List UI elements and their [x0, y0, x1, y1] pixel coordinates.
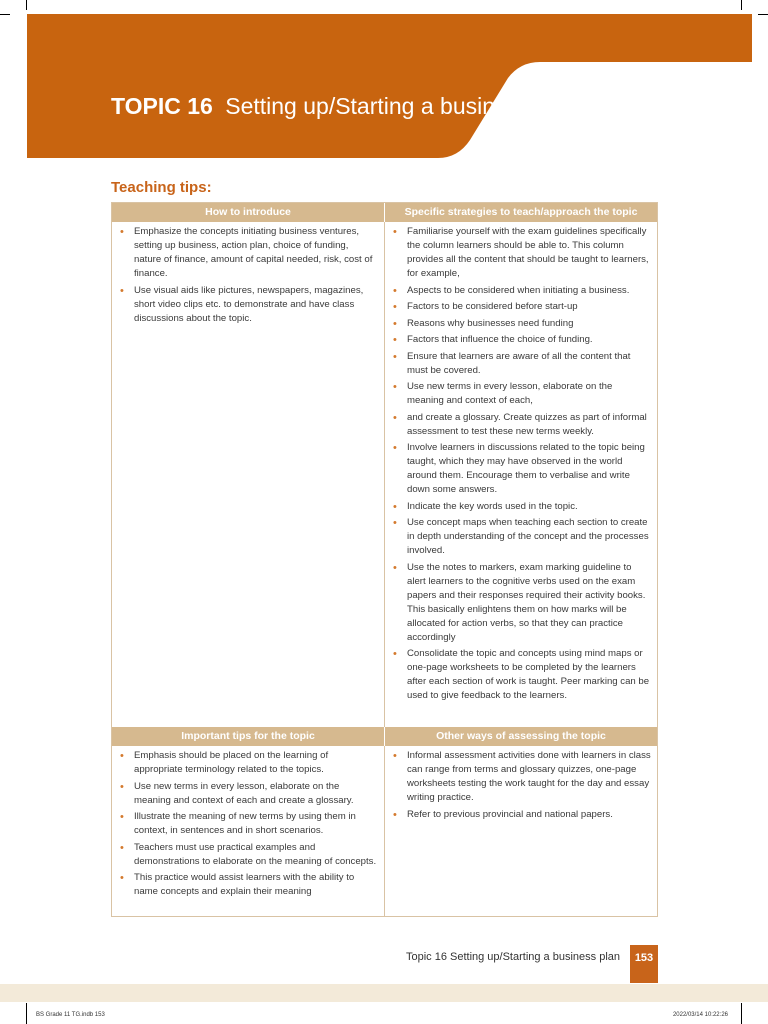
- page-number: 153: [630, 945, 658, 983]
- crop-mark: [741, 1003, 742, 1024]
- important-tips-list: [118, 749, 378, 899]
- list-item: • Use visual aids like pictures, newspapers, magazines, short video clips etc. to demonstrate and have class discussions about the topic.: [118, 284, 378, 326]
- list-item: • Factors that influence the choice of funding.: [391, 333, 651, 347]
- list-item: • Illustrate the meaning of new terms by using them in context, in sentences and in short scenarios.: [118, 810, 378, 838]
- list-item: • Aspects to be considered when initiating a business.: [391, 284, 651, 298]
- print-slug-file: BS Grade 11 TG.indb 153: [36, 1012, 105, 1018]
- crop-mark: [0, 14, 10, 15]
- list-item: • and create a glossary. Create quizzes as part of informal assessment to test these new terms weekly.: [391, 411, 651, 439]
- table-header-row: [112, 727, 657, 746]
- list-item: • Informal assessment activities done with learners in class can range from terms and glossary quizzes, one-page worksheets testing the work taught for the day and essay writing practice.: [391, 749, 651, 805]
- specific-strategies-cell: [385, 222, 657, 727]
- topic-title-text: Setting up/Starting a business plan: [225, 93, 581, 119]
- section-heading: Teaching tips:: [111, 179, 212, 196]
- list-item: • Use new terms in every lesson, elaborate on the meaning and context of each,: [391, 380, 651, 408]
- specific-strategies-list: [391, 225, 651, 703]
- topic-title: [111, 92, 671, 121]
- list-item: • Emphasize the concepts initiating business ventures, setting up business, action plan, choice of funding, nature of finance, amount of capital needed, risk, cost of finance.: [118, 225, 378, 281]
- table-row: [112, 746, 657, 916]
- crop-mark: [26, 1003, 27, 1024]
- teaching-tips-table: [111, 202, 658, 917]
- crop-mark: [26, 0, 27, 10]
- print-slug-timestamp: 2022/03/14 10:22:26: [672, 1012, 728, 1018]
- list-item: • Factors to be considered before start-up: [391, 300, 651, 314]
- banner-shape: [0, 0, 768, 162]
- crop-mark: [741, 0, 742, 10]
- how-to-introduce-list: [118, 225, 378, 326]
- list-item: • Consolidate the topic and concepts using mind maps or one-page worksheets to be completed by the learners after each section of work is taught. Peer marking can be used to give feedback to the learners.: [391, 647, 651, 703]
- list-item: • Use the notes to markers, exam marking guideline to alert learners to the cognitive verbs used on the exam papers and their responses required their activity books. This basically enlightens them on how marks will be allocated for action verbs, so that they can practice accordingly: [391, 561, 651, 645]
- other-ways-assessing-list: [391, 749, 651, 822]
- list-item: • Indicate the key words used in the topic.: [391, 500, 651, 514]
- list-item: • Ensure that learners are aware of all the content that must be covered.: [391, 350, 651, 378]
- topic-number: TOPIC 16: [111, 93, 213, 119]
- header-other-ways-assessing: Other ways of assessing the topic: [436, 730, 606, 742]
- table-header-row: [112, 203, 657, 222]
- list-item: • Use new terms in every lesson, elaborate on the meaning and context of each and create a glossary.: [118, 780, 378, 808]
- list-item: • Familiarise yourself with the exam guidelines specifically the column learners should be able to. This column provides all the content that should be taught to learners, for example,: [391, 225, 651, 281]
- list-item: • Involve learners in discussions related to the topic being taught, which they may have observed in the world around them. Encourage them to verbalise and write down some answers.: [391, 441, 651, 497]
- list-item: • Emphasis should be placed on the learning of appropriate terminology related to the topics.: [118, 749, 378, 777]
- list-item: • Refer to previous provincial and national papers.: [391, 808, 651, 822]
- other-ways-assessing-cell: [385, 746, 657, 916]
- list-item: • Reasons why businesses need funding: [391, 317, 651, 331]
- header-important-tips: Important tips for the topic: [112, 727, 385, 746]
- header-specific-strategies: Specific strategies to teach/approach the topic: [404, 206, 638, 218]
- list-item: • Use concept maps when teaching each section to create in depth understanding of the concept and the processes involved.: [391, 516, 651, 558]
- header-how-to-introduce: How to introduce: [112, 203, 385, 222]
- important-tips-cell: [112, 746, 385, 916]
- crop-mark: [758, 14, 768, 15]
- list-item: • This practice would assist learners with the ability to name concepts and explain their meaning: [118, 871, 378, 899]
- footer-strip: [0, 984, 768, 1002]
- table-row: [112, 222, 657, 727]
- how-to-introduce-cell: [112, 222, 385, 727]
- running-footer-title: Topic 16 Setting up/Starting a business plan: [405, 951, 620, 963]
- list-item: • Teachers must use practical examples and demonstrations to elaborate on the meaning of concepts.: [118, 841, 378, 869]
- topic-banner: [0, 0, 768, 162]
